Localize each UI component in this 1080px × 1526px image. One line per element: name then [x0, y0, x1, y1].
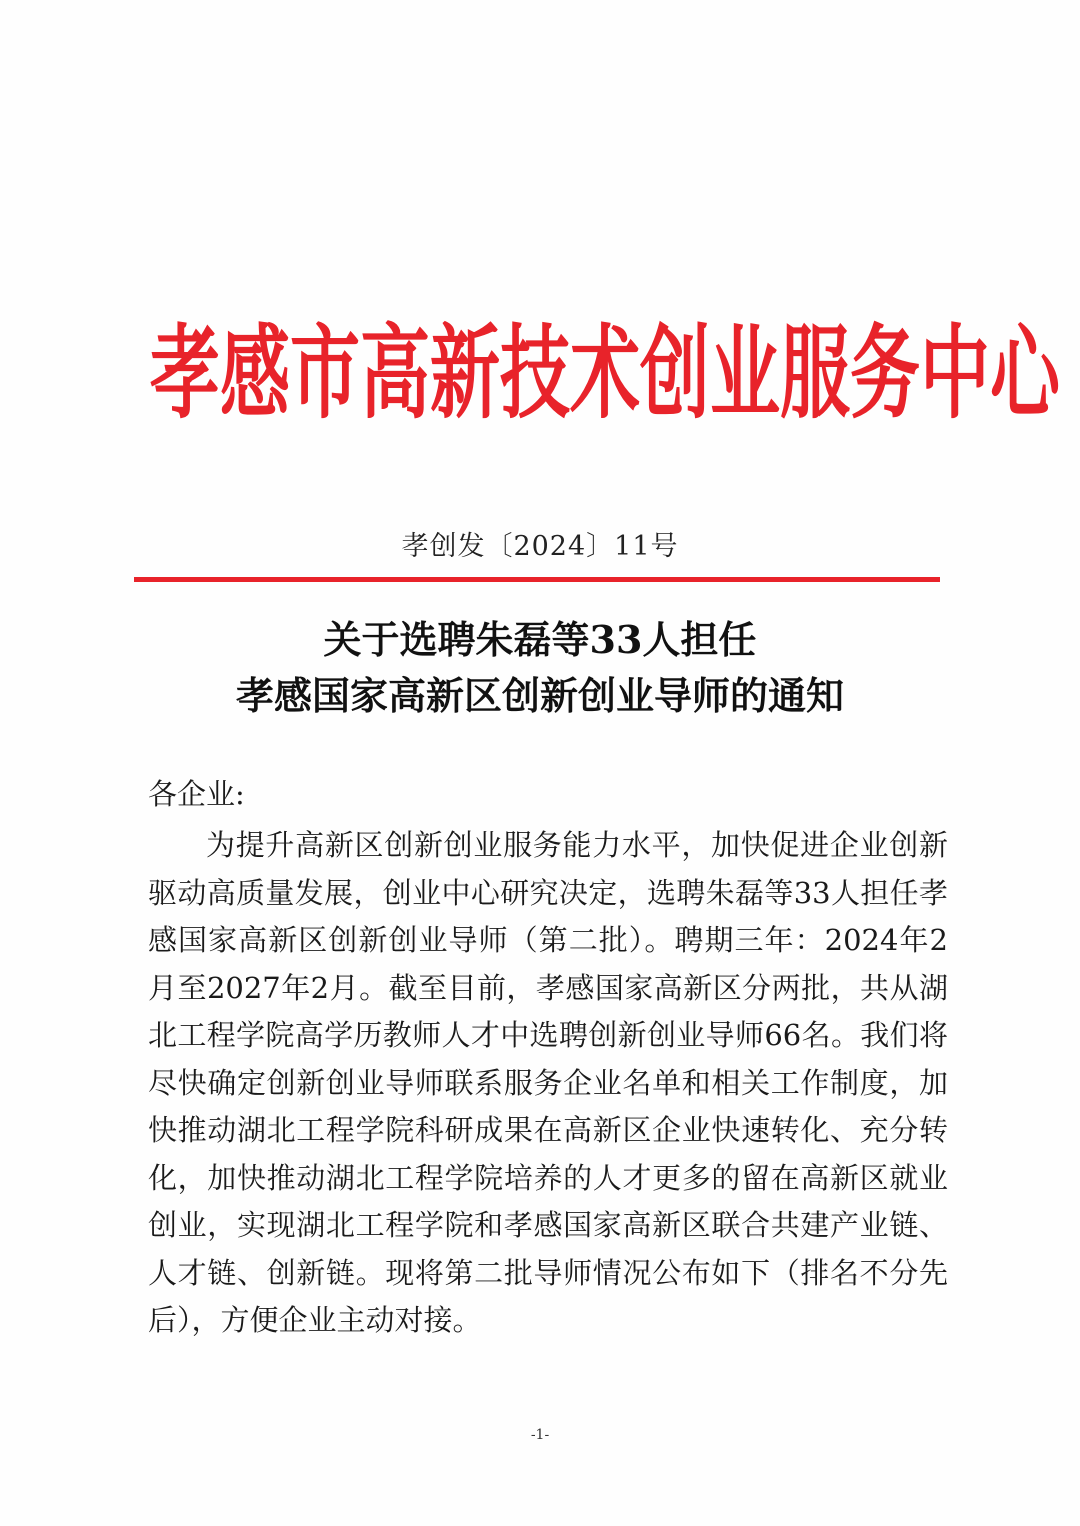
- body-paragraph: 为提升高新区创新创业服务能力水平，加快促进企业创新驱动高质量发展，创业中心研究决定，选聘朱磊等33人担任孝感国家高新区创新创业导师（第二批）。聘期三年：2024年2月至2027年2月。截至目前，孝感国家高新区分两批，共从湖北工程学院高学历教师人才中选聘创新创业导师66名。我们将尽快确定创新创业导师联系服务企业名单和相关工作制度，加快推动湖北工程学院科研成果在高新区企业快速转化、充分转化，加快推动湖北工程学院培养的人才更多的留在高新区就业创业，实现湖北工程学院和孝感国家高新区联合共建产业链、人才链、创新链。现将第二批导师情况公布如下（排名不分先后），方便企业主动对接。: [148, 828, 948, 1337]
- document-number: 孝创发〔2024〕11号: [401, 531, 679, 562]
- organization-header: 孝 感 市 高 新 技 术 创 业 服 务 中 心: [150, 313, 1060, 433]
- page-number: -1-: [530, 1427, 550, 1443]
- salutation: 各企业:: [148, 777, 245, 811]
- red-divider-line: [134, 577, 940, 582]
- document-title: [0, 612, 1080, 724]
- title-line-1: 关于选聘朱磊等33人担任: [323, 617, 757, 662]
- title-line-2: 孝感国家高新区创新创业导师的通知: [235, 673, 844, 718]
